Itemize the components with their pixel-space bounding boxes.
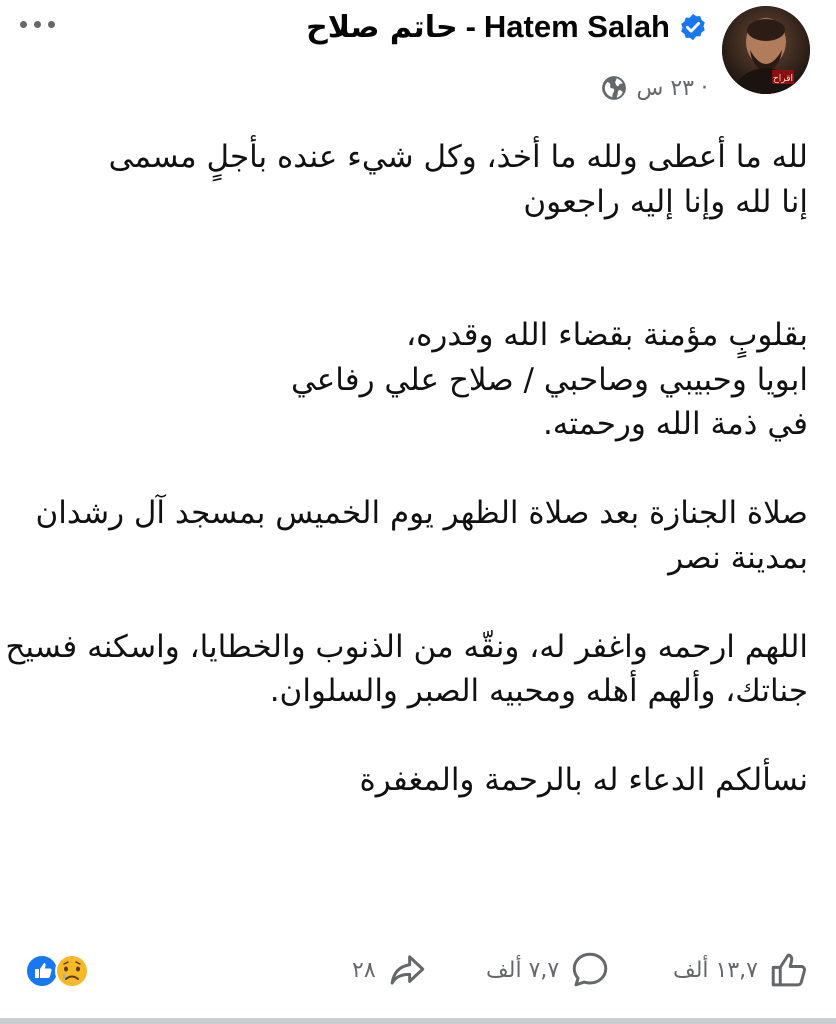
more-options-button[interactable]	[20, 14, 68, 34]
post-header	[0, 0, 836, 120]
post-line: جناتك، وألهم أهله ومحبيه الصبر والسلوان.	[269, 673, 808, 709]
post-line: لله ما أعطى ولله ما أخذ، وكل شيء عنده بأجلٍ مسمى	[108, 139, 808, 175]
author-name-arabic[interactable]: حاتم صلاح	[306, 9, 458, 45]
more-icon-dot	[20, 21, 27, 28]
post-body	[5, 135, 808, 803]
post-line: إنا لله وإنا إليه راجعون	[523, 183, 808, 220]
post-line: بقلوبٍ مؤمنة بقضاء الله وقدره،	[406, 317, 808, 353]
reaction-summary[interactable]	[24, 953, 104, 989]
like-reaction-icon	[26, 955, 58, 987]
author-name[interactable]: Hatem Salah	[483, 9, 670, 44]
bottom-divider	[0, 1018, 836, 1024]
author-separator: -	[465, 9, 476, 44]
post-line: بمدينة نصر	[668, 539, 808, 576]
post-line: في ذمة الله ورحمته.	[542, 406, 808, 442]
post-actions-bar	[0, 935, 836, 1005]
comment-count: ٧,٧ ألف	[486, 957, 560, 983]
like-icon	[768, 949, 810, 991]
avatar[interactable]	[722, 6, 810, 94]
share-button[interactable]	[352, 947, 428, 993]
comment-button[interactable]	[486, 947, 611, 993]
more-icon-dot	[48, 21, 55, 28]
globe-icon[interactable]	[601, 75, 627, 101]
more-icon-dot	[34, 21, 41, 28]
post-line: نسألكم الدعاء له بالرحمة والمغفرة	[359, 762, 808, 798]
avatar-caption: اقراح	[772, 74, 794, 84]
post-line: اللهم ارحمه واغفر له، ونقّه من الذنوب والخطايا، واسكنه فسيح	[5, 628, 808, 665]
avatar-photo	[722, 6, 810, 94]
share-count: ٢٨	[352, 957, 376, 983]
sad-reaction-icon	[56, 955, 88, 987]
post-timestamp[interactable]: ٢٣ س ·	[636, 75, 708, 101]
post-line: صلاة الجنازة بعد صلاة الظهر يوم الخميس بمسجد آل رشدان	[35, 495, 808, 531]
verified-icon	[678, 12, 708, 42]
comment-icon	[569, 949, 611, 991]
reaction-icons	[24, 953, 104, 989]
post-meta	[601, 70, 709, 106]
like-button[interactable]	[673, 947, 810, 993]
share-icon	[386, 949, 428, 991]
author-name-row	[306, 2, 708, 52]
post-line: ابويا وحبيبي وصاحبي / صلاح علي رفاعي	[290, 361, 808, 398]
like-count: ١٣,٧ ألف	[672, 957, 758, 983]
